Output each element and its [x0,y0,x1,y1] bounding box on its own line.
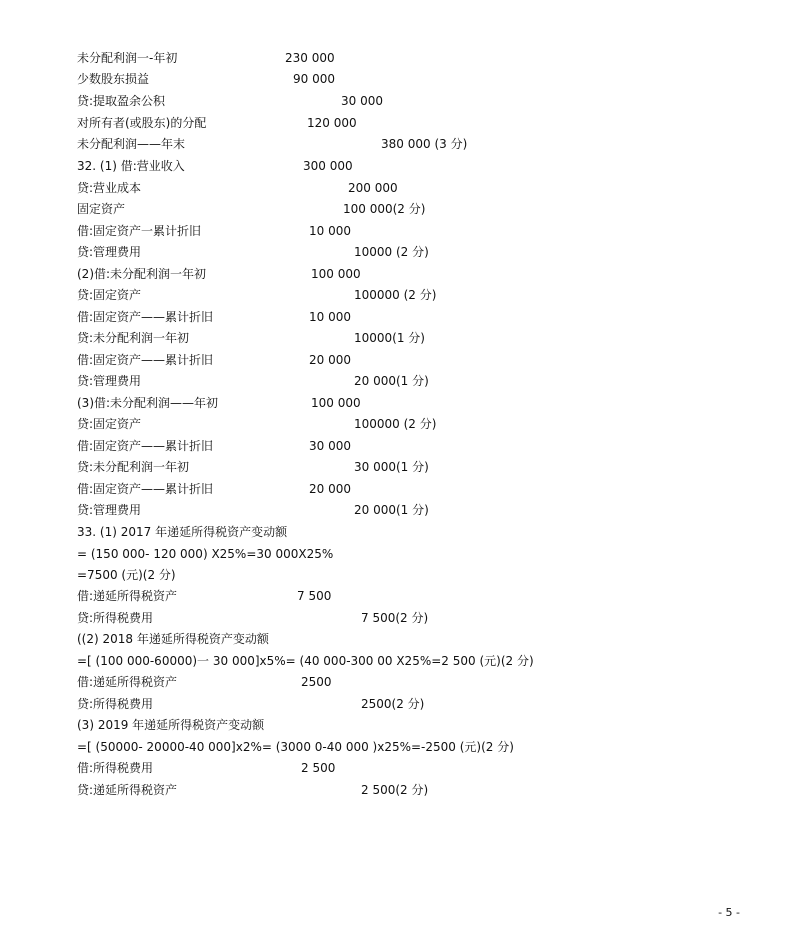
line-label: 贷:提取盈余公积 [77,94,166,108]
line-label: 33. (1) 2017 年递延所得税资产变动额 [77,525,288,539]
line-amount: 30 000 [341,94,383,108]
line-label: 贷:递延所得税资产 [77,783,178,797]
line-amount: 380 000 (3 分) [381,137,468,151]
line-label: (3)借:未分配利润——年初 [77,396,219,410]
line-label: 贷:未分配利润一年初 [77,460,190,474]
line-label: =7500 (元)(2 分) [77,568,176,582]
line-label: 贷:管理费用 [77,374,142,388]
line-label: = (150 000- 120 000) X25%=30 000X25% [77,547,334,561]
line-label: 贷:固定资产 [77,417,142,431]
line-label: 未分配利润一-年初 [77,51,178,65]
line-label: 借:固定资产——累计折旧 [77,353,214,367]
line-amount: 230 000 [285,51,335,65]
line-amount: 30 000(1 分) [354,460,429,474]
line-amount: 30 000 [309,439,351,453]
line-amount: 2 500 [301,761,336,775]
line-amount: 10 000 [309,224,351,238]
line-amount: 2 500(2 分) [361,783,429,797]
line-amount: 100 000(2 分) [343,202,426,216]
line-label: ((2) 2018 年递延所得税资产变动额 [77,632,269,646]
line-label: 贷:管理费用 [77,245,142,259]
line-label: 贷:管理费用 [77,503,142,517]
line-label: 贷:营业成本 [77,181,142,195]
line-amount: 200 000 [348,181,398,195]
line-label: 贷:所得税费用 [77,697,154,711]
line-amount: 300 000 [303,159,353,173]
line-amount: 100000 (2 分) [354,417,437,431]
line-amount: 100 000 [311,396,361,410]
line-label: 借:固定资产——累计折旧 [77,439,214,453]
line-label: 借:固定资产一累计折旧 [77,224,202,238]
line-label: 借:递延所得税资产 [77,589,178,603]
line-amount: 7 500(2 分) [361,611,429,625]
line-amount: 100000 (2 分) [354,288,437,302]
line-amount: 120 000 [307,116,357,130]
line-label: 贷:固定资产 [77,288,142,302]
line-amount: 2500 [301,675,332,689]
line-amount: 20 000(1 分) [354,374,429,388]
line-label: =[ (100 000-60000)一 30 000]x5%= (40 000-300 00 X25%=2 500 (元)(2 分) [77,654,534,668]
line-amount: 100 000 [311,267,361,281]
line-amount: 20 000(1 分) [354,503,429,517]
line-label: 借:所得税费用 [77,761,154,775]
line-label: 对所有者(或股东)的分配 [77,116,207,130]
line-amount: 90 000 [293,72,335,86]
line-label: (3) 2019 年递延所得税资产变动额 [77,718,265,732]
line-amount: 10000 (2 分) [354,245,429,259]
line-label: 贷:未分配利润一年初 [77,331,190,345]
line-label: 借:固定资产——累计折旧 [77,482,214,496]
line-label: 未分配利润——年末 [77,137,186,151]
line-amount: 7 500 [297,589,332,603]
line-label: 少数股东损益 [77,72,150,86]
line-label: 32. (1) 借:营业收入 [77,159,185,173]
line-label: =[ (50000- 20000-40 000]x2%= (3000 0-40 000 )x25%=-2500 (元)(2 分) [77,740,514,754]
line-amount: 20 000 [309,482,351,496]
line-label: (2)借:未分配利润一年初 [77,267,207,281]
line-amount: 10 000 [309,310,351,324]
line-amount: 20 000 [309,353,351,367]
line-label: 借:递延所得税资产 [77,675,178,689]
line-label: 固定资产 [77,202,126,216]
line-amount: 2500(2 分) [361,697,425,711]
line-label: 借:固定资产——累计折旧 [77,310,214,324]
page-number: - 5 - [718,906,740,919]
line-amount: 10000(1 分) [354,331,425,345]
line-label: 贷:所得税费用 [77,611,154,625]
